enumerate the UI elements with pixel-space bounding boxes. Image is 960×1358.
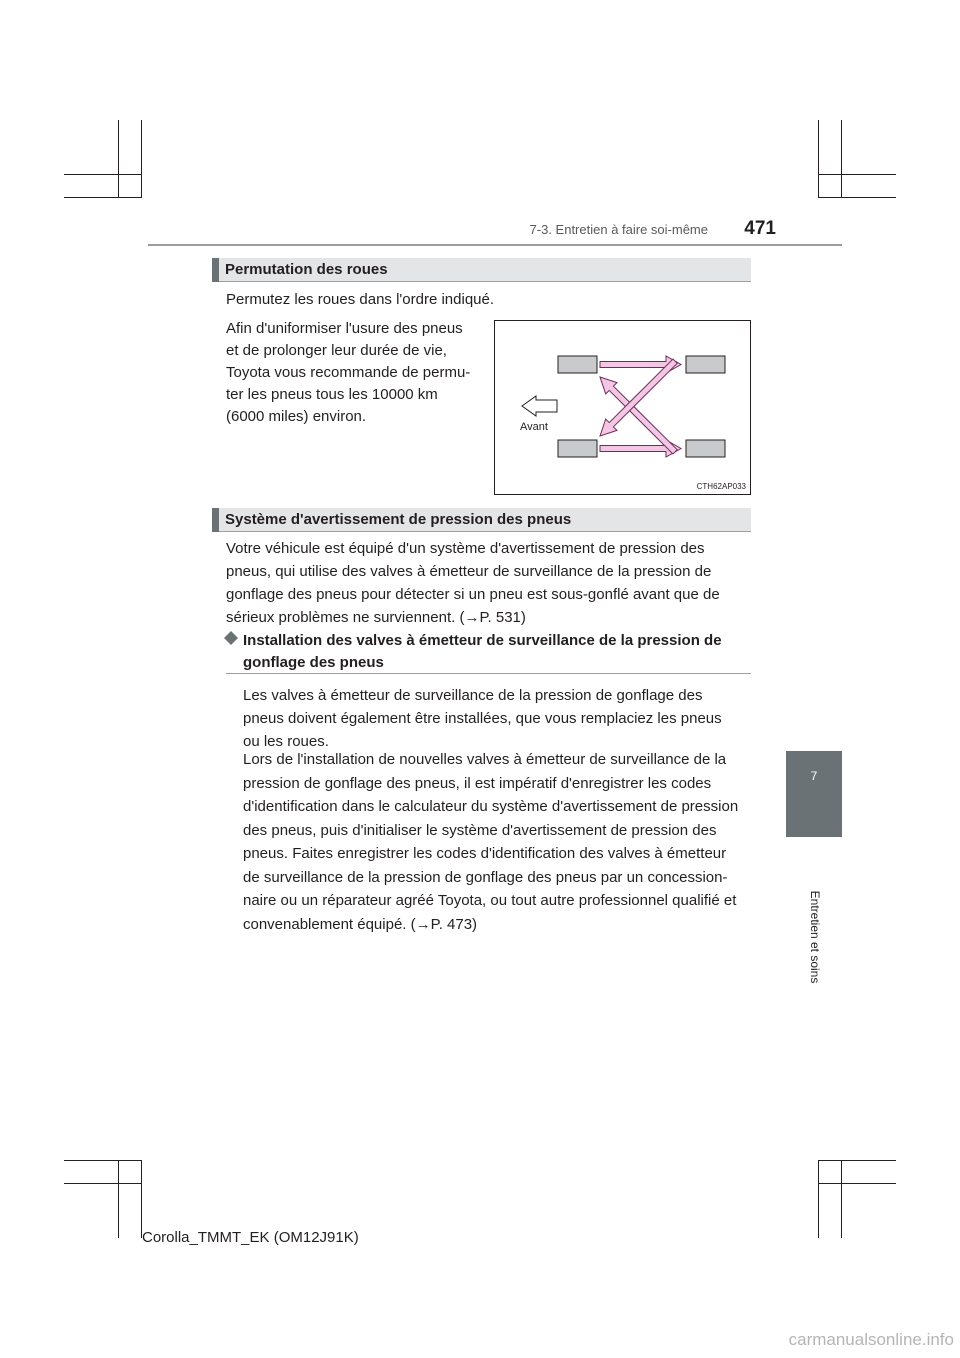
crop-mark	[818, 197, 896, 198]
tire-rotation-figure	[494, 320, 751, 495]
crop-mark	[64, 197, 142, 198]
crop-mark	[64, 1160, 142, 1161]
tire-rear-left	[558, 440, 597, 457]
text-line: gonflage des pneus pour détecter si un pneu est sous-gonflé avant que de	[226, 586, 720, 603]
section-title: 7-3. Entretien à faire soi-même	[529, 222, 708, 237]
heading-accent	[212, 508, 219, 532]
section-heading: Permutation des roues	[225, 261, 388, 278]
text-line: des pneus, puis d'initialiser le système d'avertissement de pression des	[243, 821, 717, 839]
crop-mark	[841, 1160, 842, 1238]
text-line: Toyota vous recommande de permu-	[226, 364, 471, 381]
text-line: pneus. Faites enregistrer les codes d'identification des valves à émetteur	[243, 845, 727, 862]
crop-mark	[141, 120, 142, 198]
subheading-line: gonflage des pneus	[243, 654, 384, 671]
text-line: naire ou un réparateur agréé Toyota, ou tout autre professionnel qualifié et	[243, 892, 737, 909]
text-line: pression de gonflage des pneus, il est impératif d'enregistrer les codes	[243, 774, 712, 792]
crop-mark	[841, 120, 842, 198]
text-line: d'identification dans le calculateur du système d'avertissement de pression	[243, 798, 739, 815]
crop-mark	[818, 174, 896, 175]
page-number: 471	[744, 218, 776, 239]
text-line: Votre véhicule est équipé d'un système d'avertissement de pression des	[226, 540, 705, 557]
crop-mark	[141, 1160, 142, 1238]
front-label: Avant	[520, 421, 548, 433]
tire-front-right	[686, 356, 725, 373]
crop-mark	[64, 174, 142, 175]
rotation-text	[226, 318, 488, 428]
figure-code: CTH62AP033	[696, 482, 746, 491]
chapter-number: 7	[810, 769, 818, 783]
subheading	[243, 630, 746, 674]
subheading-rule	[226, 673, 751, 674]
crop-mark	[118, 1160, 119, 1238]
text-line: (6000 miles) environ.	[226, 408, 367, 425]
header-rule	[148, 244, 842, 246]
crop-mark	[818, 1160, 896, 1161]
chapter-tab	[786, 751, 842, 837]
heading-accent	[212, 258, 219, 282]
watermark: carmanualsonline.info	[788, 1330, 954, 1349]
chapter-label: Entretien et soins	[808, 890, 822, 984]
text-line: sérieux problèmes ne surviennent. (→P. 531)	[226, 609, 526, 626]
text-line: ter les pneus tous les 10000 km	[226, 386, 438, 403]
diamond-bullet-icon	[223, 630, 239, 646]
text-line: ou les roues.	[243, 733, 329, 750]
section-heading-bar	[212, 258, 751, 282]
text-line: convenablement équipé. (→P. 473)	[243, 915, 478, 933]
text-line: Les valves à émetteur de surveillance de la pression de gonflage des	[243, 687, 703, 704]
tire-front-left	[558, 356, 597, 373]
section-heading: Système d'avertissement de pression des pneus	[225, 511, 572, 528]
crop-mark	[64, 1183, 142, 1184]
tpws-paragraph	[226, 537, 746, 629]
text-line: de surveillance de la pression de gonflage des pneus par un concession-	[243, 868, 728, 886]
sub-paragraph-2	[243, 748, 746, 936]
text-line: pneus doivent également être installées, que vous remplaciez les pneus	[243, 710, 722, 727]
document-id: Corolla_TMMT_EK (OM12J91K)	[142, 1229, 359, 1246]
subheading-line: Installation des valves à émetteur de surveillance de la pression de	[243, 632, 722, 649]
crop-mark	[818, 1183, 896, 1184]
tire-rear-right	[686, 440, 725, 457]
intro-text: Permutez les roues dans l'ordre indiqué.	[226, 291, 495, 308]
crop-mark	[818, 120, 819, 198]
section-heading-bar	[212, 508, 751, 532]
tire-rotation-diagram	[494, 320, 751, 495]
text-line: pneus, qui utilise des valves à émetteur de surveillance de la pression de	[226, 563, 712, 580]
sub-paragraph-1	[243, 684, 746, 753]
text-line: Afin d'uniformiser l'usure des pneus	[226, 320, 463, 337]
crop-mark	[818, 1160, 819, 1238]
crop-mark	[118, 120, 119, 198]
text-line: Lors de l'installation de nouvelles valves à émetteur de surveillance de la	[243, 751, 727, 768]
text-line: et de prolonger leur durée de vie,	[226, 342, 447, 359]
